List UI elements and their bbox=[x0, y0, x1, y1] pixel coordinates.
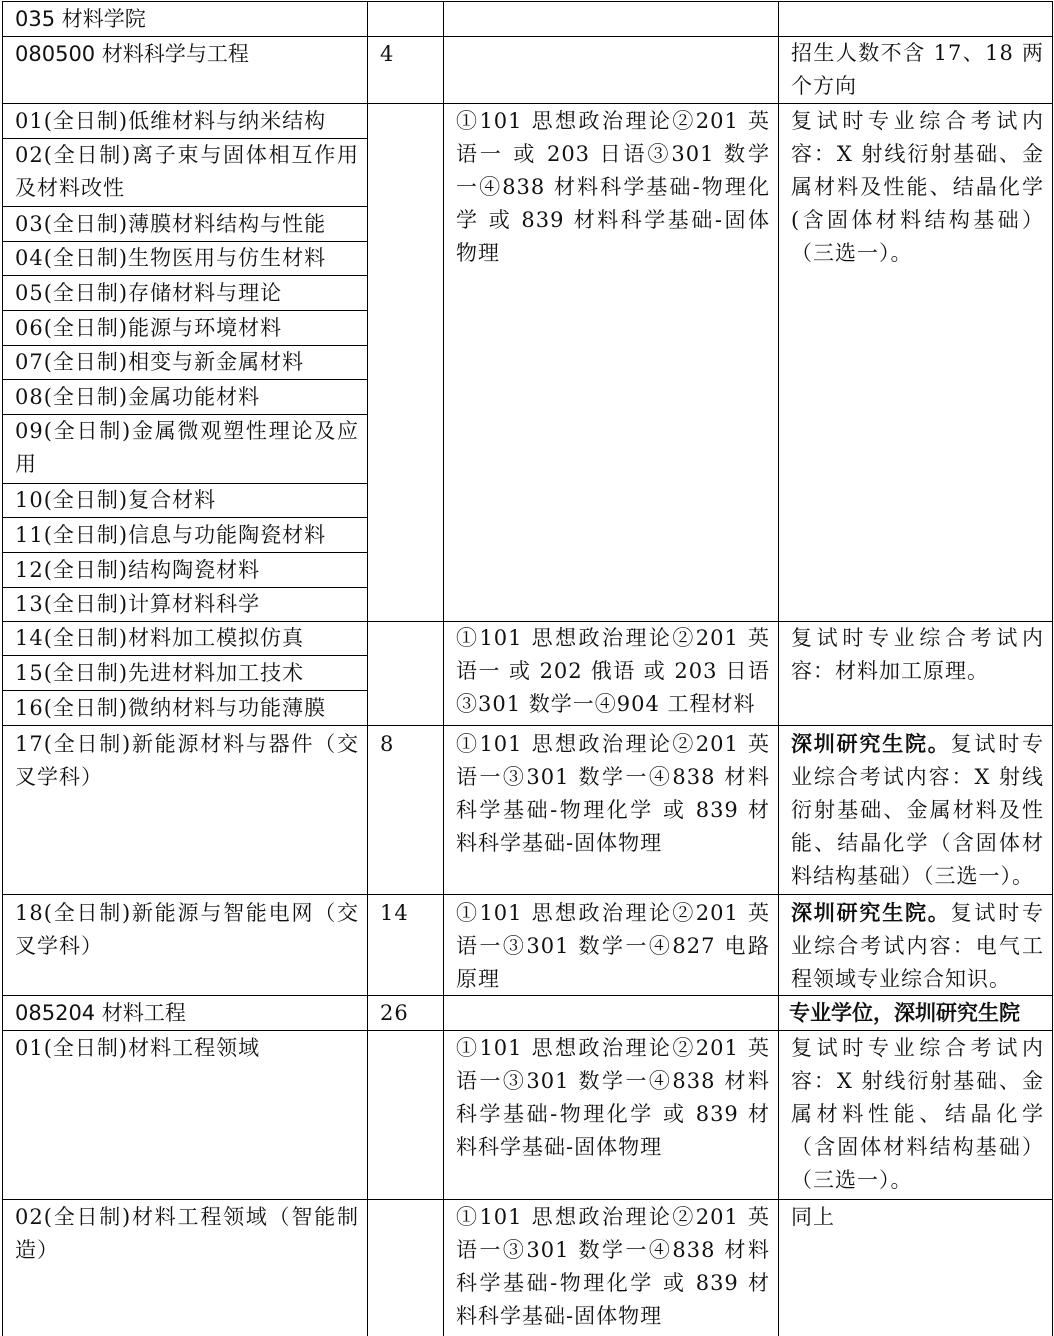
direction-18-name: 18(全日制)新能源与智能电网（交叉学科） bbox=[15, 901, 359, 958]
direction-18-quota: 14 bbox=[380, 901, 409, 925]
direction-item: 07(全日制)相变与新金属材料 bbox=[15, 350, 305, 374]
direction-18-note-lead: 深圳研究生院。 bbox=[791, 901, 951, 925]
direction-17-exam-subjects: ①101 思想政治理论②201 英语一③301 数学一④838 材料科学基础-物理化学 或 839 材料科学基础-固体物理 bbox=[456, 732, 770, 855]
direction-me02-note: 同上 bbox=[791, 1205, 835, 1229]
major-085204-quota: 26 bbox=[380, 1001, 409, 1025]
direction-item: 14(全日制)材料加工模拟仿真 bbox=[15, 626, 305, 650]
group2-exam-subjects: ①101 思想政治理论②201 英语一 或 202 俄语 或 203 日语③301 数学一④904 工程材料 bbox=[456, 626, 770, 716]
direction-item: 13(全日制)计算材料科学 bbox=[15, 592, 261, 616]
direction-17-note-rest: 复试时专业综合考试内容：X 射线衍射基础、金属材料及性能、结晶化学（含固体材料结构基础）（三选一）。 bbox=[791, 732, 1045, 888]
direction-item: 10(全日制)复合材料 bbox=[15, 488, 217, 512]
direction-18-note-rest: 复试时专业综合考试内容：电气工程领域专业综合知识。 bbox=[791, 901, 1045, 991]
direction-item: 02(全日制)离子束与固体相互作用及材料改性 bbox=[15, 143, 359, 200]
direction-me02-exam-subjects: ①101 思想政治理论②201 英语一③301 数学一④838 材料科学基础-物理化学 或 839 材料科学基础-固体物理 bbox=[456, 1205, 770, 1328]
direction-item: 11(全日制)信息与功能陶瓷材料 bbox=[15, 523, 327, 547]
direction-me01-name: 01(全日制)材料工程领域 bbox=[15, 1036, 261, 1060]
group1-note: 复试时专业综合考试内容：X 射线衍射基础、金属材料及性能、结晶化学(含固体材料结构基础）（三选一）。 bbox=[791, 109, 1044, 265]
major-085204-note: 专业学位，深圳研究生院 bbox=[789, 1001, 1020, 1025]
direction-18-note bbox=[779, 895, 1052, 995]
direction-item: 03(全日制)薄膜材料结构与性能 bbox=[15, 212, 327, 236]
direction-me01-exam-subjects: ①101 思想政治理论②201 英语一③301 数学一④838 材料科学基础-物理化学 或 839 材料科学基础-固体物理 bbox=[456, 1036, 770, 1159]
direction-item: 05(全日制)存储材料与理论 bbox=[15, 281, 283, 305]
direction-item: 06(全日制)能源与环境材料 bbox=[15, 316, 283, 340]
major-080500-note: 招生人数不含 17、18 两个方向 bbox=[791, 41, 1044, 98]
direction-item: 16(全日制)微纳材料与功能薄膜 bbox=[15, 696, 327, 720]
direction-18-exam-subjects: ①101 思想政治理论②201 英语一③301 数学一④827 电路原理 bbox=[456, 901, 770, 991]
border-right bbox=[1052, 1, 1053, 1336]
direction-17-quota: 8 bbox=[380, 732, 395, 756]
direction-me02-name: 02(全日制)材料工程领域（智能制造） bbox=[15, 1205, 359, 1262]
direction-17-note-lead: 深圳研究生院。 bbox=[791, 732, 951, 756]
major-080500-quota: 4 bbox=[380, 42, 395, 66]
major-080500-name: 080500 材料科学与工程 bbox=[15, 42, 249, 66]
group1-exam-subjects: ①101 思想政治理论②201 英语一 或 203 日语③301 数学一④838 材料科学基础-物理化学 或 839 材料科学基础-固体物理 bbox=[456, 109, 770, 265]
group2-note: 复试时专业综合考试内容：材料加工原理。 bbox=[791, 626, 1044, 683]
college-name: 035 材料学院 bbox=[15, 7, 146, 31]
col-divider-1 bbox=[367, 1, 368, 1336]
direction-item: 08(全日制)金属功能材料 bbox=[15, 385, 261, 409]
direction-item: 15(全日制)先进材料加工技术 bbox=[15, 661, 305, 685]
major-085204-name: 085204 材料工程 bbox=[15, 1001, 186, 1025]
direction-item: 04(全日制)生物医用与仿生材料 bbox=[15, 246, 327, 270]
direction-17-name: 17(全日制)新能源材料与器件（交叉学科） bbox=[15, 732, 359, 789]
direction-item: 01(全日制)低维材料与纳米结构 bbox=[15, 109, 327, 133]
direction-me01-note: 复试时专业综合考试内容：X 射线衍射基础、金属材料性能、结晶化学（含固体材料结构基础）（三选一）。 bbox=[791, 1036, 1044, 1192]
direction-item: 09(全日制)金属微观塑性理论及应用 bbox=[15, 419, 359, 476]
direction-item: 12(全日制)结构陶瓷材料 bbox=[15, 558, 261, 582]
direction-17-note bbox=[779, 726, 1052, 894]
